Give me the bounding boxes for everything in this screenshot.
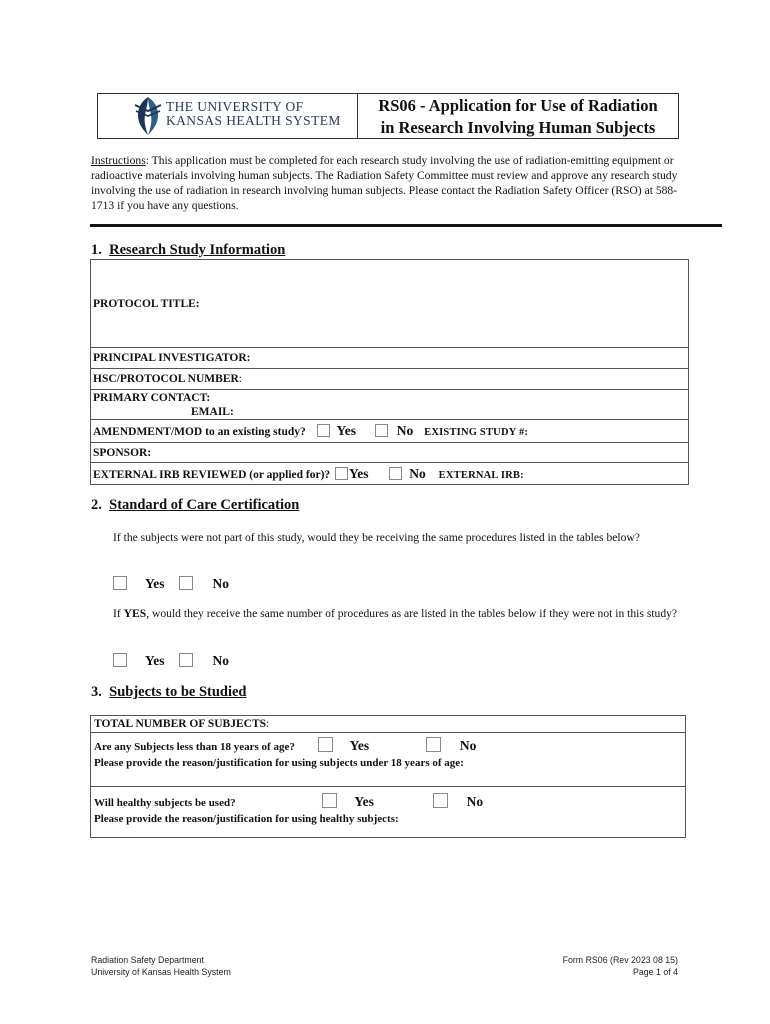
soc-q2-yes-emphasis: YES xyxy=(123,607,147,620)
section2-title: Standard of Care Certification xyxy=(109,497,300,513)
amendment-no-checkbox[interactable] xyxy=(375,424,388,437)
logo-icon xyxy=(132,95,164,137)
soc-q2-prefix: If xyxy=(113,607,124,620)
footer-right xyxy=(563,955,678,978)
soc-q1-yes-checkbox[interactable] xyxy=(113,576,127,590)
external-irb-label: EXTERNAL IRB: xyxy=(438,469,524,481)
soc-q1-no-checkbox[interactable] xyxy=(179,576,193,590)
hsc-protocol-cell[interactable] xyxy=(91,369,689,390)
sponsor-label: SPONSOR: xyxy=(93,446,152,459)
amendment-no-label: No xyxy=(396,423,414,438)
title-line1: RS06 - Application for Use of Radiation xyxy=(378,96,658,115)
footer-page-number: Page 1 of 4 xyxy=(633,966,678,977)
soc-q1-no-label: No xyxy=(212,576,229,591)
section2-number: 2. xyxy=(91,497,102,513)
hsc-colon: : xyxy=(238,373,242,385)
external-irb-yes-label: Yes xyxy=(349,465,369,481)
section1-title: Research Study Information xyxy=(109,242,286,258)
email-label: EMAIL: xyxy=(191,406,234,418)
under18-row xyxy=(94,737,683,755)
amendment-label: AMENDMENT/MOD to an existing study? xyxy=(93,426,306,438)
under18-question: Are any Subjects less than 18 years of age? xyxy=(94,741,295,753)
under18-cell xyxy=(91,733,686,787)
healthy-no-checkbox[interactable] xyxy=(433,793,448,808)
section3-title: Subjects to be Studied xyxy=(109,684,247,700)
amendment-cell xyxy=(91,420,689,443)
section3-number: 3. xyxy=(91,684,102,700)
soc-question-1: If the subjects were not part of this study, would they be receiving the same procedures listed in the tables below? xyxy=(113,531,640,544)
section3-heading xyxy=(91,684,247,701)
soc-q2-yes-checkbox[interactable] xyxy=(113,653,127,667)
healthy-yes-checkbox[interactable] xyxy=(322,793,337,808)
instructions-text: : This application must be completed for each research study involving the use of radiation-emitting equipment or radioactive materials involving human subjects. The Radiation Safety Committee must review and approve any research study involving the use of radiation in research involving human subjects. Please contact the Radiation Safety Officer (RSO) at 588-1713 if you have any questions. xyxy=(91,154,678,212)
total-subjects-colon: : xyxy=(266,718,270,730)
section1-number: 1. xyxy=(91,242,102,258)
page-title xyxy=(362,95,674,139)
instructions-label: Instructions xyxy=(91,154,146,167)
sponsor-cell[interactable] xyxy=(91,443,689,463)
section-divider-rule xyxy=(90,224,722,227)
section1-heading xyxy=(91,242,285,259)
subjects-table xyxy=(90,715,686,838)
healthy-question: Will healthy subjects be used? xyxy=(94,797,236,809)
healthy-reason: Please provide the reason/justification for using healthy subjects: xyxy=(94,813,399,825)
healthy-cell xyxy=(91,787,686,838)
soc-q1-yes-label: Yes xyxy=(145,576,165,591)
logo-line2: KANSAS HEALTH SYSTEM xyxy=(166,113,341,128)
primary-contact-cell[interactable] xyxy=(91,390,689,420)
amendment-yes-label: Yes xyxy=(336,423,357,438)
soc-q2-no-label: No xyxy=(212,653,229,668)
under18-yes-label: Yes xyxy=(349,738,370,753)
external-irb-no-label: No xyxy=(409,465,426,481)
footer-organization: University of Kansas Health System xyxy=(91,966,231,977)
existing-study-label: EXISTING STUDY #: xyxy=(424,427,529,438)
total-subjects-label: TOTAL NUMBER OF SUBJECTS xyxy=(94,718,267,730)
soc-question-2 xyxy=(113,606,678,621)
protocol-title-cell[interactable] xyxy=(91,260,689,348)
footer-left xyxy=(91,955,231,978)
principal-investigator-label: PRINCIPAL INVESTIGATOR: xyxy=(93,352,251,364)
soc-q2-no-checkbox[interactable] xyxy=(179,653,193,667)
amendment-yes-checkbox[interactable] xyxy=(317,424,330,437)
section2-heading xyxy=(91,497,299,514)
soc-q2-options xyxy=(113,652,229,670)
under18-reason: Please provide the reason/justification for using subjects under 18 years of age: xyxy=(94,757,464,769)
under18-no-label: No xyxy=(459,738,477,753)
healthy-no-label: No xyxy=(466,794,484,809)
external-irb-yes-checkbox[interactable] xyxy=(335,467,348,480)
under18-yes-checkbox[interactable] xyxy=(318,737,333,752)
healthy-yes-label: Yes xyxy=(354,794,374,809)
header-divider xyxy=(357,93,358,139)
under18-no-checkbox[interactable] xyxy=(426,737,441,752)
healthy-row xyxy=(94,793,683,811)
total-subjects-cell[interactable] xyxy=(91,716,686,733)
hsc-protocol-label: HSC/PROTOCOL NUMBER xyxy=(93,373,239,385)
footer-form-revision: Form RS06 (Rev 2023 08 15) xyxy=(562,955,678,965)
instructions xyxy=(91,153,691,213)
footer-department: Radiation Safety Department xyxy=(91,955,204,965)
soc-q2-yes-label: Yes xyxy=(145,653,165,668)
title-line2: in Research Involving Human Subjects xyxy=(380,118,656,137)
logo-line1: THE UNIVERSITY OF xyxy=(166,99,304,114)
soc-q1-options xyxy=(113,575,229,593)
external-irb-cell xyxy=(91,463,689,485)
primary-contact-label: PRIMARY CONTACT: xyxy=(93,392,211,404)
external-irb-no-checkbox[interactable] xyxy=(389,467,402,480)
soc-q2-rest: , would they receive the same number of procedures as are listed in the tables below if they were not in this study? xyxy=(146,607,678,620)
principal-investigator-cell[interactable] xyxy=(91,348,689,369)
research-study-table xyxy=(90,259,689,485)
protocol-title-label: PROTOCOL TITLE: xyxy=(93,297,200,310)
external-irb-question: EXTERNAL IRB REVIEWED (or applied for)? xyxy=(93,468,331,481)
logo-text xyxy=(166,100,341,128)
